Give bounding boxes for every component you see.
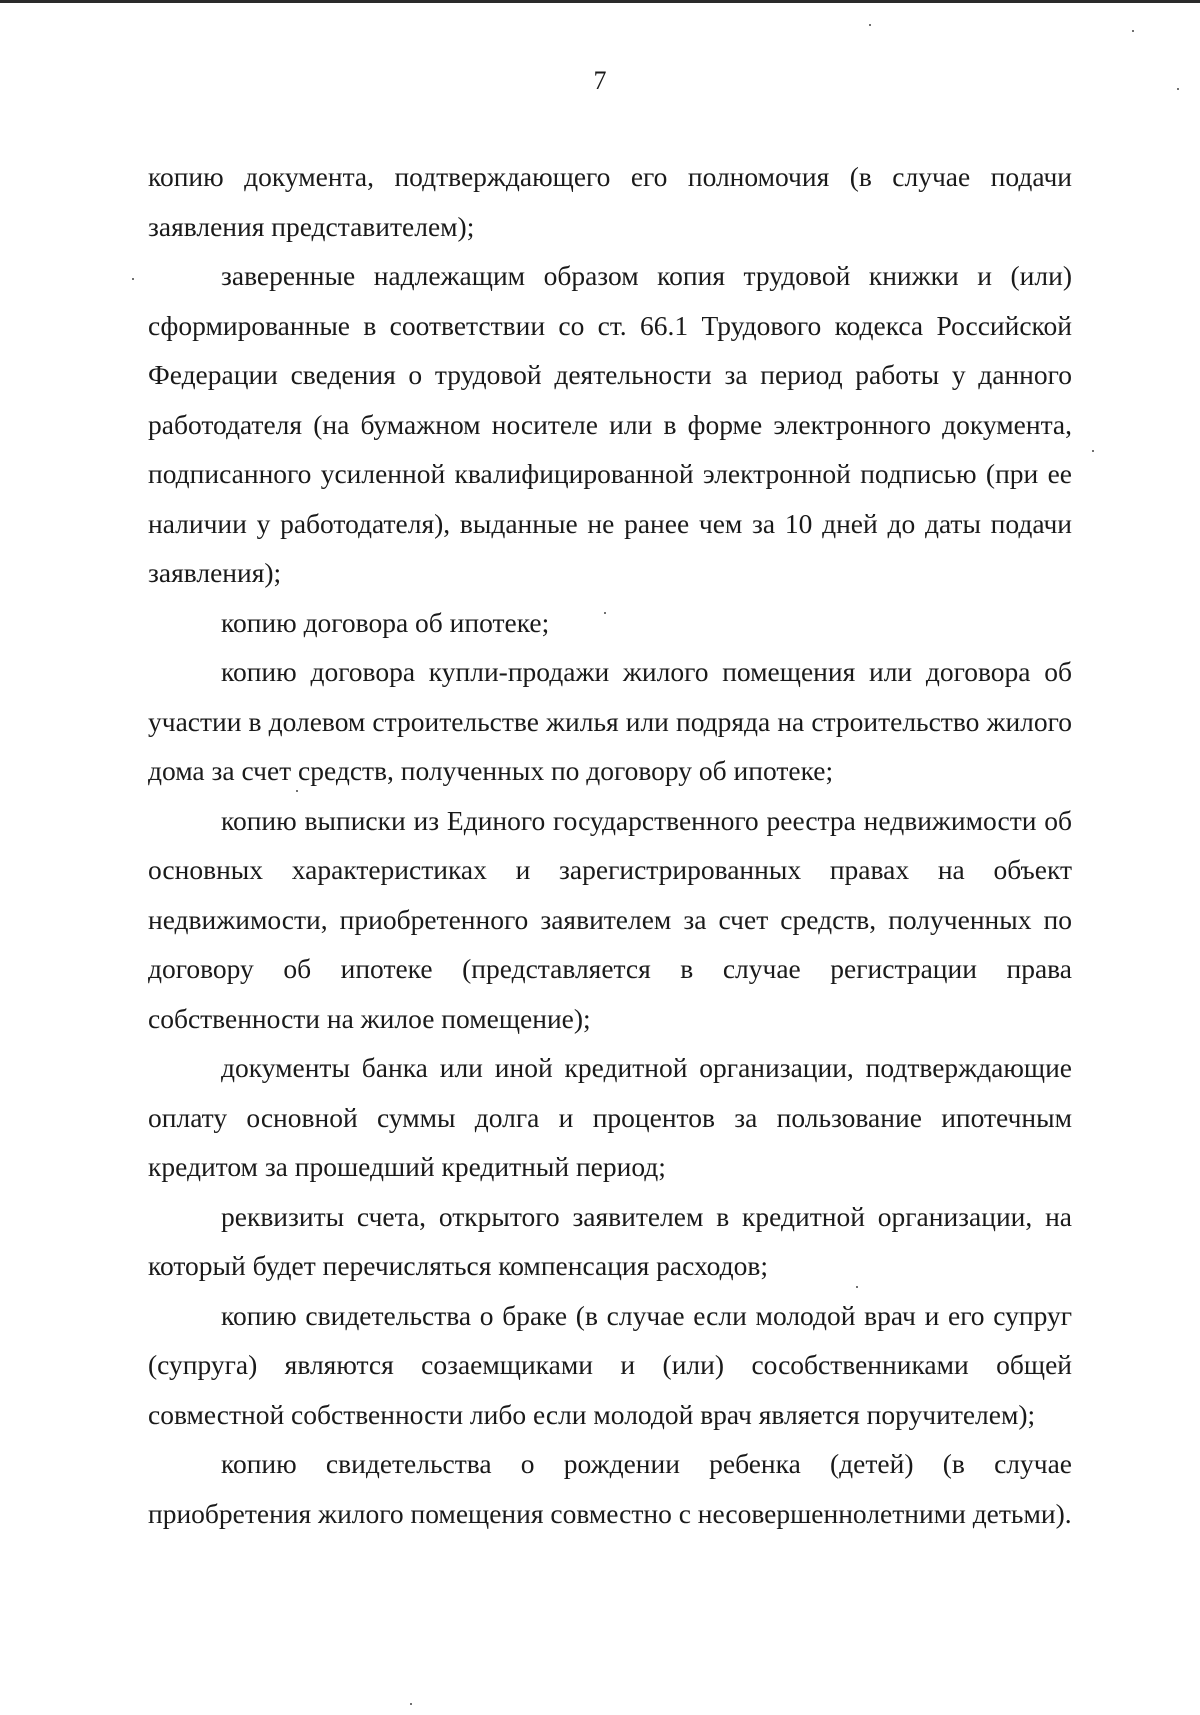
scan-speck: [132, 278, 134, 280]
scan-speck: [604, 612, 606, 614]
page-number: 7: [593, 66, 607, 95]
paragraph-9: копию свидетельства о рождении ребенка (детей) (в случае приобретения жилого помещения совместно с несовершеннолетними детьми).: [148, 1448, 1072, 1529]
scan-speck: [1132, 30, 1134, 32]
scan-speck: [1092, 450, 1094, 452]
paragraph-4: копию договора купли-продажи жилого помещения или договора об участии в долевом строительстве жилья или подряда на строительство жилого дома за счет средств, полученных по договору об ипотеке;: [148, 656, 1072, 786]
paragraph-7: реквизиты счета, открытого заявителем в кредитной организации, на который будет перечисляться компенсация расходов;: [148, 1200, 1072, 1281]
document-body: [148, 152, 1072, 1538]
paragraph-3: копию договора об ипотеке;: [221, 606, 550, 638]
paragraph-2: заверенные надлежащим образом копия трудовой книжки и (или) сформированные в соответствии со ст. 66.1 Трудового кодекса Российской Федерации сведения о трудовой деятельности за период работы у данного работодателя (на бумажном носителе или в форме электронного документа, подписанного усиленной квалифицированной электронной подписью (при ее наличии у работодателя), выданные не ранее чем за 10 дней до даты подачи заявления);: [148, 260, 1072, 588]
scan-speck: [856, 1286, 858, 1288]
paragraph-8: копию свидетельства о браке (в случае если молодой врач и его супруг (супруга) являются созаемщиками и (или) сособственниками общей совместной собственности либо если молодой врач является поручителем);: [148, 1299, 1072, 1430]
paragraph-5: копию выписки из Единого государственного реестра недвижимости об основных характеристиках и зарегистрированных правах на объект недвижимости, приобретенного заявителем за счет средств, полученных по договору об ипотеке (представляется в случае регистрации права собственности на жилое помещение);: [148, 804, 1072, 1034]
top-rule: [0, 0, 1200, 3]
scan-speck: [869, 24, 871, 26]
scan-speck: [1177, 88, 1179, 90]
scan-speck: [296, 790, 298, 792]
paragraph-6: документы банка или иной кредитной организации, подтверждающие оплату основной суммы долга и процентов за пользование ипотечным кредитом за прошедший кредитный период;: [148, 1052, 1072, 1182]
scan-speck: [410, 1703, 412, 1705]
paragraph-1: копию документа, подтверждающего его полномочия (в случае подачи заявления представителем);: [148, 161, 1072, 242]
